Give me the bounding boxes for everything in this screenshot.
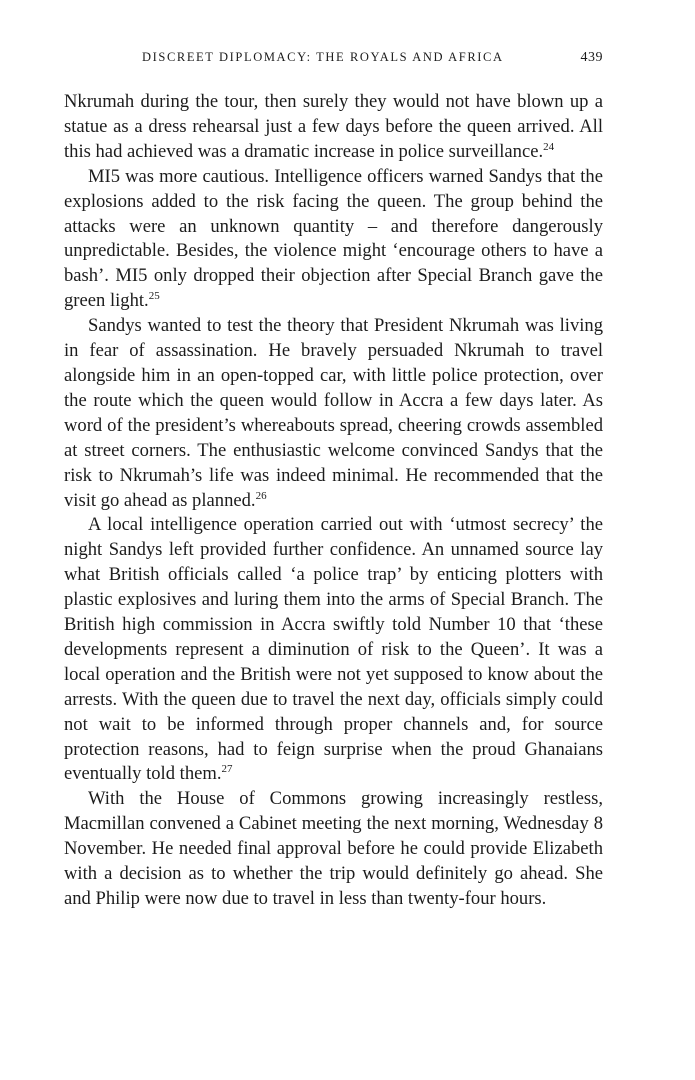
running-head bbox=[64, 50, 603, 70]
footnote-ref[interactable]: 26 bbox=[255, 489, 267, 502]
body-text bbox=[64, 90, 603, 912]
running-title: DISCREET DIPLOMACY: THE ROYALS AND AFRICA bbox=[142, 50, 504, 64]
footnote-ref[interactable]: 27 bbox=[221, 763, 233, 776]
footnote-ref[interactable]: 24 bbox=[543, 140, 555, 153]
paragraph-text: MI5 was more cautious. Intelligence officers warned Sandys that the explosions added to the risk facing the queen. The group behind the attacks were an unknown quantity – and therefore dangerously unpredictable. Besides, the violence might ‘encourage others to have a bash’. MI5 only dropped their objection after Special Branch gave the green light. bbox=[64, 165, 603, 312]
paragraph-1 bbox=[64, 90, 603, 165]
paragraph-text: Sandys wanted to test the theory that President Nkrumah was living in fear of assassination. He bravely persuaded Nkrumah to travel alongside him in an open-topped car, with little police protection, over the route which the queen would follow in Accra a few days later. As word of the president’s whereabouts spread, cheering crowds assembled at street corners. The enthusiastic welcome convinced Sandys that the risk to Nkrumah’s life was indeed minimal. He recommended that the visit go ahead as planned. bbox=[64, 315, 603, 511]
paragraph-3 bbox=[64, 314, 603, 513]
paragraph-text: A local intelligence operation carried out with ‘utmost secrecy’ the night Sandys left provided further confidence. An unnamed source lay what British officials called ‘a police trap’ by enticing plotters with plastic explosives and luring them into the arms of Special Branch. The British high commission in Accra swiftly told Number 10 that ‘these developments represent a diminution of risk to the Queen’. It was a local operation and the British were not yet supposed to know about the arrests. With the queen due to travel the next day, officials simply could not wait to be informed through proper channels and, for source protection reasons, had to feign surprise when the proud Ghanaians eventually told them. bbox=[64, 514, 603, 785]
page-number: 439 bbox=[580, 50, 603, 65]
footnote-ref[interactable]: 25 bbox=[148, 290, 160, 303]
paragraph-text: Nkrumah during the tour, then surely they would not have blown up a statue as a dress rehearsal just a few days before the queen arrived. All this had achieved was a dramatic increase in police surveillance. bbox=[64, 91, 603, 162]
paragraph-text: With the House of Commons growing increasingly restless, Macmillan convened a Cabinet meeting the next morning, Wednesday 8 November. He needed final approval before he could provide Elizabeth with a decision as to whether the trip would definitely go ahead. She and Philip were now due to travel in less than twenty-four hours. bbox=[64, 788, 603, 909]
paragraph-5 bbox=[64, 787, 603, 912]
paragraph-4 bbox=[64, 513, 603, 787]
paragraph-2 bbox=[64, 165, 603, 314]
